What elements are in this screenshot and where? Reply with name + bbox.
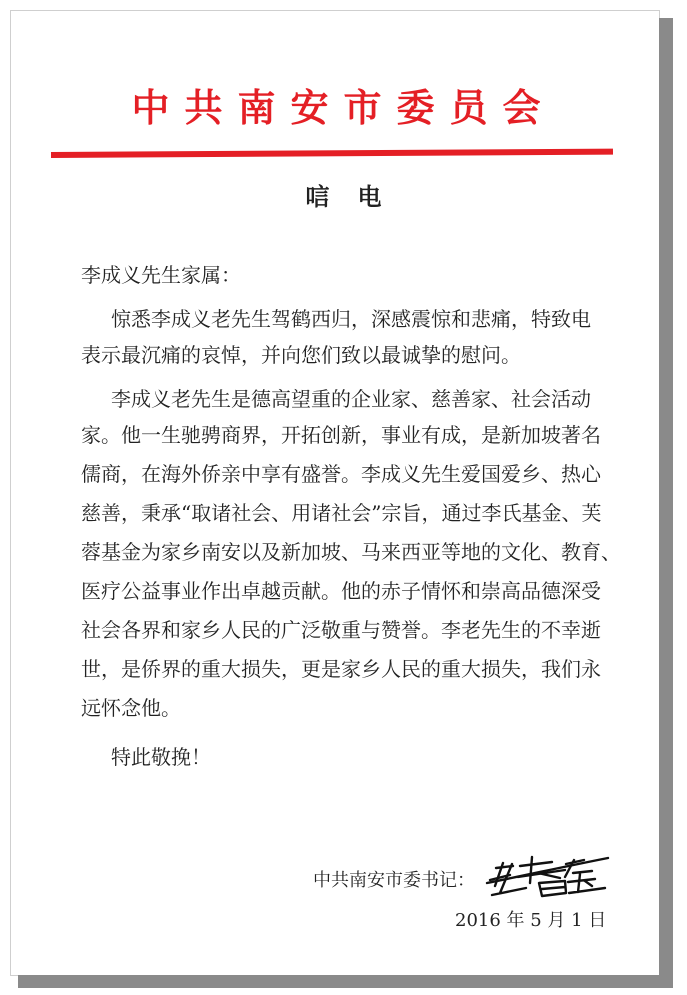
signature-label: 中共南安市委书记： [313,870,475,891]
letter-date: 2016 年 5 月 1 日 [455,910,607,931]
paragraph-2-line-3: 儒商，在海外侨亲中享有盛誉。李成义先生爱国爱乡、热心 [81,462,601,486]
paragraph-2-line-2: 家。他一生驰骋商界，开拓创新，事业有成，是新加坡著名 [81,423,601,447]
paragraph-2-line-4: 慈善，秉承“取诸社会、用诸社会”宗旨，通过李氏基金、芙 [81,501,602,525]
paragraph-1-line-1: 惊悉李成义老先生驾鹤西归，深感震惊和悲痛，特致电 [111,307,591,331]
organization-title: 中共南安市委员会 [131,85,556,130]
paragraph-2-line-9: 远怀念他。 [81,696,181,720]
salutation: 李成义先生家属： [81,263,241,287]
paragraph-2-line-6: 医疗公益事业作出卓越贡献。他的赤子情怀和崇高品德深受 [81,579,601,603]
page-shadow-bottom [18,975,673,988]
paragraph-1-line-2: 表示最沉痛的哀悼，并向您们致以最诚挚的慰问。 [81,343,521,367]
page-shadow-right [659,18,673,984]
handwritten-signature [482,850,612,900]
document-title: 唁电 [305,182,410,211]
paragraph-2-line-7: 社会各界和家乡人民的广泛敬重与赞誉。李老先生的不幸逝 [81,618,601,642]
paragraph-3-line-1: 特此敬挽！ [111,745,211,769]
paragraph-2-line-1: 李成义老先生是德高望重的企业家、慈善家、社会活动 [111,387,591,411]
paragraph-2-line-5: 蓉基金为家乡南安以及新加坡、马来西亚等地的文化、教育、 [81,540,621,564]
paragraph-2-line-8: 世，是侨界的重大损失，更是家乡人民的重大损失，我们永 [81,657,601,681]
